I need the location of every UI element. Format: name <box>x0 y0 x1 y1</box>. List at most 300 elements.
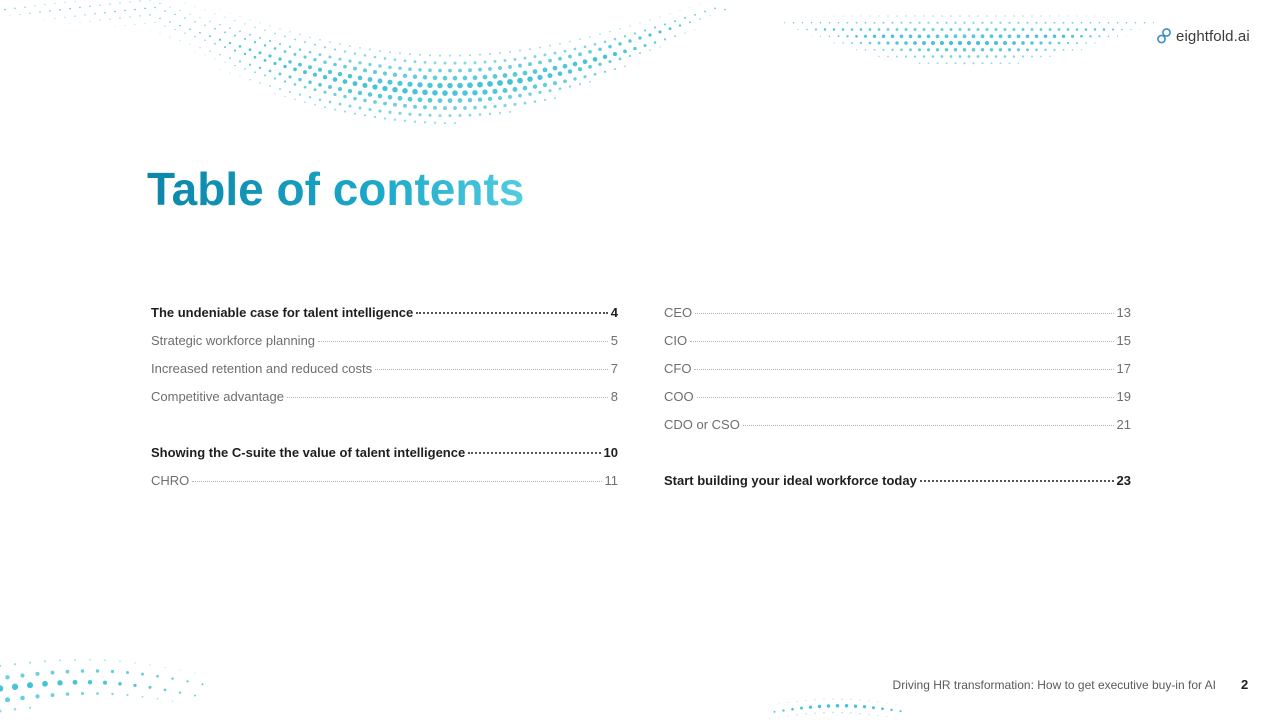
toc-entry[interactable] <box>151 383 618 411</box>
decorative-dot <box>447 83 453 89</box>
decorative-dot <box>1049 28 1052 31</box>
decorative-dot <box>359 47 361 49</box>
decorative-dot <box>417 82 422 87</box>
decorative-dot <box>981 48 985 52</box>
decorative-dot <box>299 48 302 51</box>
decorative-dot <box>264 59 267 62</box>
decorative-dot <box>379 50 381 52</box>
decorative-dot <box>896 28 899 31</box>
decorative-dot <box>318 68 322 72</box>
decorative-dot <box>294 53 297 56</box>
decorative-dot <box>119 661 120 662</box>
decorative-dot <box>89 659 91 661</box>
decorative-dot <box>519 50 521 52</box>
decorative-dot <box>5 697 10 702</box>
toc-right-column <box>664 299 1131 495</box>
decorative-dot <box>869 42 872 45</box>
toc-entry[interactable] <box>664 299 1131 327</box>
decorative-dot <box>269 70 272 73</box>
decorative-dot <box>842 42 844 44</box>
decorative-dot <box>204 40 205 41</box>
decorative-dot <box>169 6 170 7</box>
decorative-dot <box>422 90 428 96</box>
toc-entry[interactable] <box>664 383 1131 411</box>
decorative-dot <box>518 94 522 98</box>
decorative-dot <box>1044 22 1046 24</box>
decorative-dot <box>820 36 821 37</box>
decorative-dot <box>1062 35 1065 38</box>
decorative-dot <box>537 75 542 80</box>
decorative-dot <box>229 42 231 44</box>
toc-entry-page: 21 <box>1116 417 1131 432</box>
decorative-dot <box>194 695 196 697</box>
decorative-dot <box>459 114 462 117</box>
decorative-dot <box>945 22 947 24</box>
decorative-dot <box>968 15 970 17</box>
decorative-dot <box>432 90 438 96</box>
decorative-dot <box>4 9 6 11</box>
decorative-dot <box>963 22 965 24</box>
decorative-dot <box>134 9 136 11</box>
decorative-dot <box>1026 48 1029 51</box>
decorative-dot <box>494 60 497 63</box>
decorative-dot <box>467 82 473 88</box>
decorative-dot <box>553 81 557 85</box>
decorative-dot <box>936 34 940 38</box>
toc-entry-label: Strategic workforce planning <box>151 333 316 348</box>
decorative-dot <box>349 105 352 108</box>
decorative-dot <box>558 71 563 76</box>
decorative-dot <box>539 46 541 48</box>
decorative-dot <box>1108 35 1110 37</box>
decorative-dot <box>815 29 817 31</box>
decorative-dot <box>493 105 496 108</box>
decorative-dot <box>170 37 171 38</box>
toc-entry-label: CDO or CSO <box>664 417 740 432</box>
decorative-dot <box>900 22 902 24</box>
decorative-dot <box>890 709 892 711</box>
decorative-dot <box>329 41 331 43</box>
decorative-dot <box>299 34 300 35</box>
decorative-dot <box>384 117 386 119</box>
decorative-dot <box>1031 15 1032 16</box>
decorative-dot <box>684 32 685 33</box>
decorative-dot <box>899 710 901 712</box>
decorative-dot <box>497 80 503 86</box>
decorative-dot <box>234 50 236 52</box>
decorative-dot <box>418 97 423 102</box>
decorative-dot <box>811 36 812 37</box>
decorative-dot <box>838 22 840 24</box>
decorative-dot <box>855 35 858 38</box>
decorative-dot <box>483 75 488 80</box>
decorative-dot <box>1049 56 1050 57</box>
decorative-dot <box>850 699 851 700</box>
decorative-dot <box>179 10 180 11</box>
decorative-dot <box>348 89 352 93</box>
decorative-dot <box>55 18 56 19</box>
toc-dot-leader <box>375 368 608 370</box>
decorative-dot <box>967 41 971 45</box>
decorative-dot <box>459 54 461 56</box>
decorative-dot <box>588 50 592 54</box>
decorative-dot <box>394 58 397 61</box>
decorative-dot <box>135 24 136 25</box>
decorative-dot <box>809 706 812 709</box>
decorative-dot <box>319 98 322 101</box>
decorative-dot <box>1130 29 1131 30</box>
decorative-dot <box>14 8 15 9</box>
decorative-dot <box>14 663 16 665</box>
decorative-dot <box>1039 41 1042 44</box>
decorative-dot <box>144 8 146 10</box>
decorative-dot <box>594 43 597 46</box>
decorative-dot <box>619 28 620 29</box>
decorative-dot <box>963 34 967 38</box>
decorative-dot <box>468 98 473 103</box>
toc-entry[interactable] <box>664 467 1131 495</box>
decorative-dot <box>289 91 291 93</box>
decorative-dot <box>878 702 879 703</box>
decorative-dot <box>963 48 967 52</box>
decorative-dot <box>528 62 532 66</box>
decorative-dot <box>442 90 448 96</box>
decorative-dot <box>249 64 251 66</box>
decorative-dot <box>484 61 487 64</box>
decorative-dot <box>593 57 598 62</box>
decorative-dot <box>659 46 660 47</box>
decorative-dot <box>314 88 317 91</box>
decorative-dot <box>1013 28 1016 31</box>
decorative-dot <box>24 6 25 7</box>
decorative-dot <box>219 39 221 41</box>
decorative-dot <box>604 71 606 73</box>
decorative-dot <box>770 705 771 706</box>
toc-entry-label: COO <box>664 389 694 404</box>
decorative-dot <box>398 67 402 71</box>
decorative-dot <box>999 22 1001 24</box>
decorative-dot <box>199 32 201 34</box>
decorative-dot <box>909 34 913 38</box>
decorative-dot <box>534 55 537 58</box>
decorative-dot <box>458 98 463 103</box>
decorative-dot <box>972 34 976 38</box>
decorative-dot <box>274 33 276 35</box>
decorative-dot <box>284 80 286 82</box>
decorative-dot <box>66 670 70 674</box>
decorative-dot <box>954 22 956 24</box>
toc-entry-label: CHRO <box>151 473 190 488</box>
decorative-dot <box>99 5 100 6</box>
decorative-dot <box>954 34 958 38</box>
decorative-dot <box>279 73 282 76</box>
decorative-dot <box>156 675 159 678</box>
decorative-dot <box>259 37 261 39</box>
decorative-dot <box>811 22 812 23</box>
toc-entry[interactable] <box>151 299 618 327</box>
decorative-dot <box>374 56 377 59</box>
decorative-dot <box>334 48 336 50</box>
decorative-dot <box>154 22 155 23</box>
decorative-dot <box>806 29 808 31</box>
decorative-dot <box>468 68 472 72</box>
decorative-dot <box>887 56 889 58</box>
decorative-dot <box>869 15 870 16</box>
decorative-dot <box>1018 63 1020 65</box>
decorative-dot <box>863 705 866 708</box>
decorative-dot <box>860 42 862 44</box>
decorative-dot <box>134 662 135 663</box>
decorative-dot <box>1026 22 1028 24</box>
decorative-dot <box>904 41 908 45</box>
decorative-dot <box>1121 29 1123 31</box>
decorative-dot <box>851 15 852 16</box>
decorative-dot <box>981 22 983 24</box>
decorative-dot <box>185 3 186 4</box>
decorative-dot <box>333 63 337 67</box>
decorative-dot <box>1022 15 1023 16</box>
decorative-dot <box>14 708 17 711</box>
decorative-dot <box>868 714 869 715</box>
decorative-dot <box>51 671 55 675</box>
toc-entry[interactable] <box>151 467 618 495</box>
toc-entry[interactable] <box>664 411 1131 439</box>
toc-entry-page: 7 <box>610 361 618 376</box>
decorative-dot <box>195 51 196 52</box>
decorative-dot <box>548 59 552 63</box>
decorative-dot <box>303 70 307 74</box>
decorative-dot <box>579 38 581 40</box>
decorative-dot <box>164 10 165 11</box>
decorative-dot <box>343 95 346 98</box>
decorative-dot <box>423 75 428 80</box>
brand-name: eightfold.ai <box>1176 27 1250 45</box>
decorative-dot <box>383 71 387 75</box>
decorative-dot <box>945 34 949 38</box>
decorative-dot <box>1008 34 1012 38</box>
decorative-dot <box>644 44 647 47</box>
decorative-dot <box>674 20 676 22</box>
toc-entry[interactable] <box>151 355 618 383</box>
decorative-dot <box>999 34 1003 38</box>
decorative-dot <box>452 90 458 96</box>
decorative-dot <box>473 106 477 110</box>
decorative-dot <box>874 49 876 51</box>
decorative-dot <box>474 61 477 64</box>
decorative-dot <box>699 18 701 20</box>
decorative-dot <box>303 56 306 59</box>
decorative-dot <box>424 121 426 123</box>
decorative-dot <box>29 707 31 709</box>
decorative-dot <box>508 65 512 69</box>
decorative-dot <box>488 67 492 71</box>
decorative-dot <box>1089 35 1091 37</box>
decorative-dot <box>264 74 266 76</box>
toc-entry[interactable] <box>151 439 618 467</box>
decorative-dot <box>49 10 51 12</box>
decorative-dot <box>353 97 357 101</box>
decorative-dot <box>388 65 392 69</box>
decorative-dot <box>868 700 869 701</box>
decorative-dot <box>274 47 277 50</box>
toc-entry[interactable] <box>664 327 1131 355</box>
decorative-dot <box>905 15 906 16</box>
decorative-dot <box>573 62 578 67</box>
decorative-dot <box>433 76 438 81</box>
decorative-dot <box>583 75 586 78</box>
decorative-dot <box>444 122 446 124</box>
toc-entry-label: CFO <box>664 361 692 376</box>
decorative-dot <box>378 109 381 112</box>
decorative-dot <box>945 48 948 51</box>
decorative-dot <box>443 76 448 81</box>
decorative-dot <box>589 36 591 38</box>
decorative-dot <box>805 700 806 701</box>
decorative-dot <box>34 5 35 6</box>
toc-spacer <box>664 439 1131 467</box>
decorative-dot <box>44 4 45 5</box>
decorative-dot <box>492 89 497 94</box>
decorative-dot <box>1067 28 1070 31</box>
decorative-dot <box>589 81 591 83</box>
decorative-dot <box>976 41 980 45</box>
decorative-dot <box>74 1 75 2</box>
decorative-dot <box>141 673 144 676</box>
decorative-dot <box>195 6 196 7</box>
decorative-dot <box>368 63 371 66</box>
toc-entry[interactable] <box>664 355 1131 383</box>
decorative-dot <box>464 62 467 65</box>
decorative-dot <box>29 13 30 14</box>
decorative-dot <box>224 31 226 33</box>
decorative-dot <box>543 83 547 87</box>
decorative-dot <box>829 22 831 24</box>
decorative-dot <box>1031 56 1033 58</box>
decorative-dot <box>84 14 85 15</box>
decorative-dot <box>700 4 701 5</box>
decorative-dot <box>488 97 492 101</box>
decorative-dot <box>1112 28 1114 30</box>
decorative-dot <box>680 10 681 11</box>
decorative-dot <box>578 52 582 56</box>
decorative-dot <box>629 55 631 57</box>
decorative-dot <box>793 22 794 23</box>
decorative-dot <box>900 48 903 51</box>
decorative-dot <box>604 41 607 44</box>
decorative-dot <box>1000 62 1002 64</box>
decorative-dot <box>791 708 794 711</box>
decorative-dot <box>204 25 205 26</box>
decorative-dot <box>220 9 221 10</box>
decorative-dot <box>429 54 431 56</box>
decorative-dot <box>259 22 260 23</box>
decorative-dot <box>324 106 326 108</box>
decorative-dot <box>905 28 908 31</box>
decorative-dot <box>1094 42 1095 43</box>
decorative-dot <box>59 659 61 661</box>
decorative-dot <box>149 14 150 15</box>
decorative-dot <box>279 43 281 45</box>
decorative-dot <box>244 68 246 70</box>
decorative-dot <box>111 693 113 695</box>
decorative-dot <box>180 40 181 41</box>
decorative-dot <box>195 673 196 674</box>
toc-entry-label: Showing the C-suite the value of talent intelligence <box>151 445 466 460</box>
decorative-dot <box>413 74 417 78</box>
decorative-dot <box>782 709 784 711</box>
decorative-dot <box>498 96 502 100</box>
decorative-dot <box>403 104 407 108</box>
decorative-dot <box>507 79 513 85</box>
decorative-dot <box>353 81 358 86</box>
decorative-dot <box>418 113 421 116</box>
decorative-dot <box>309 51 312 54</box>
decorative-dot <box>319 39 321 41</box>
decorative-dot <box>918 22 920 24</box>
decorative-dot <box>493 74 498 79</box>
decorative-dot <box>298 63 302 67</box>
decorative-dot <box>201 683 203 685</box>
decorative-dot <box>57 680 62 685</box>
decorative-dot <box>344 111 346 113</box>
decorative-dot <box>554 52 557 55</box>
decorative-dot <box>931 41 935 45</box>
decorative-dot <box>125 25 126 26</box>
decorative-dot <box>1017 34 1021 38</box>
toc-entry-page: 13 <box>1116 305 1131 320</box>
decorative-dot <box>563 79 567 83</box>
decorative-dot <box>249 48 252 51</box>
toc-entry-page: 5 <box>610 333 618 348</box>
decorative-dot <box>654 41 657 44</box>
decorative-dot <box>388 111 391 114</box>
decorative-dot <box>378 79 383 84</box>
decorative-dot <box>814 713 815 714</box>
decorative-dot <box>244 38 246 40</box>
decorative-dot <box>1040 15 1041 16</box>
decorative-dot <box>114 11 116 13</box>
decorative-dot <box>293 68 297 72</box>
toc-entry-page: 8 <box>610 389 618 404</box>
decorative-dot <box>419 54 421 56</box>
decorative-dot <box>478 97 482 101</box>
decorative-dot <box>254 56 257 59</box>
decorative-dot <box>1035 22 1037 24</box>
decorative-dot <box>299 94 301 96</box>
decorative-dot <box>954 48 958 52</box>
decorative-dot <box>69 8 71 10</box>
decorative-dot <box>882 49 884 51</box>
toc-entry[interactable] <box>151 327 618 355</box>
decorative-dot <box>878 28 881 31</box>
decorative-dot <box>404 59 407 62</box>
decorative-dot <box>239 76 240 77</box>
decorative-dot <box>1058 28 1061 31</box>
decorative-dot <box>174 29 175 30</box>
decorative-dot <box>240 16 241 17</box>
decorative-dot <box>469 54 471 56</box>
decorative-dot <box>81 692 84 695</box>
decorative-dot <box>224 62 225 63</box>
decorative-dot <box>918 48 921 51</box>
decorative-dot <box>323 91 326 94</box>
decorative-dot <box>927 48 930 51</box>
decorative-dot <box>96 669 99 672</box>
decorative-dot <box>985 41 989 45</box>
decorative-dot <box>20 673 24 677</box>
decorative-dot <box>1021 41 1025 45</box>
decorative-dot <box>981 34 985 38</box>
